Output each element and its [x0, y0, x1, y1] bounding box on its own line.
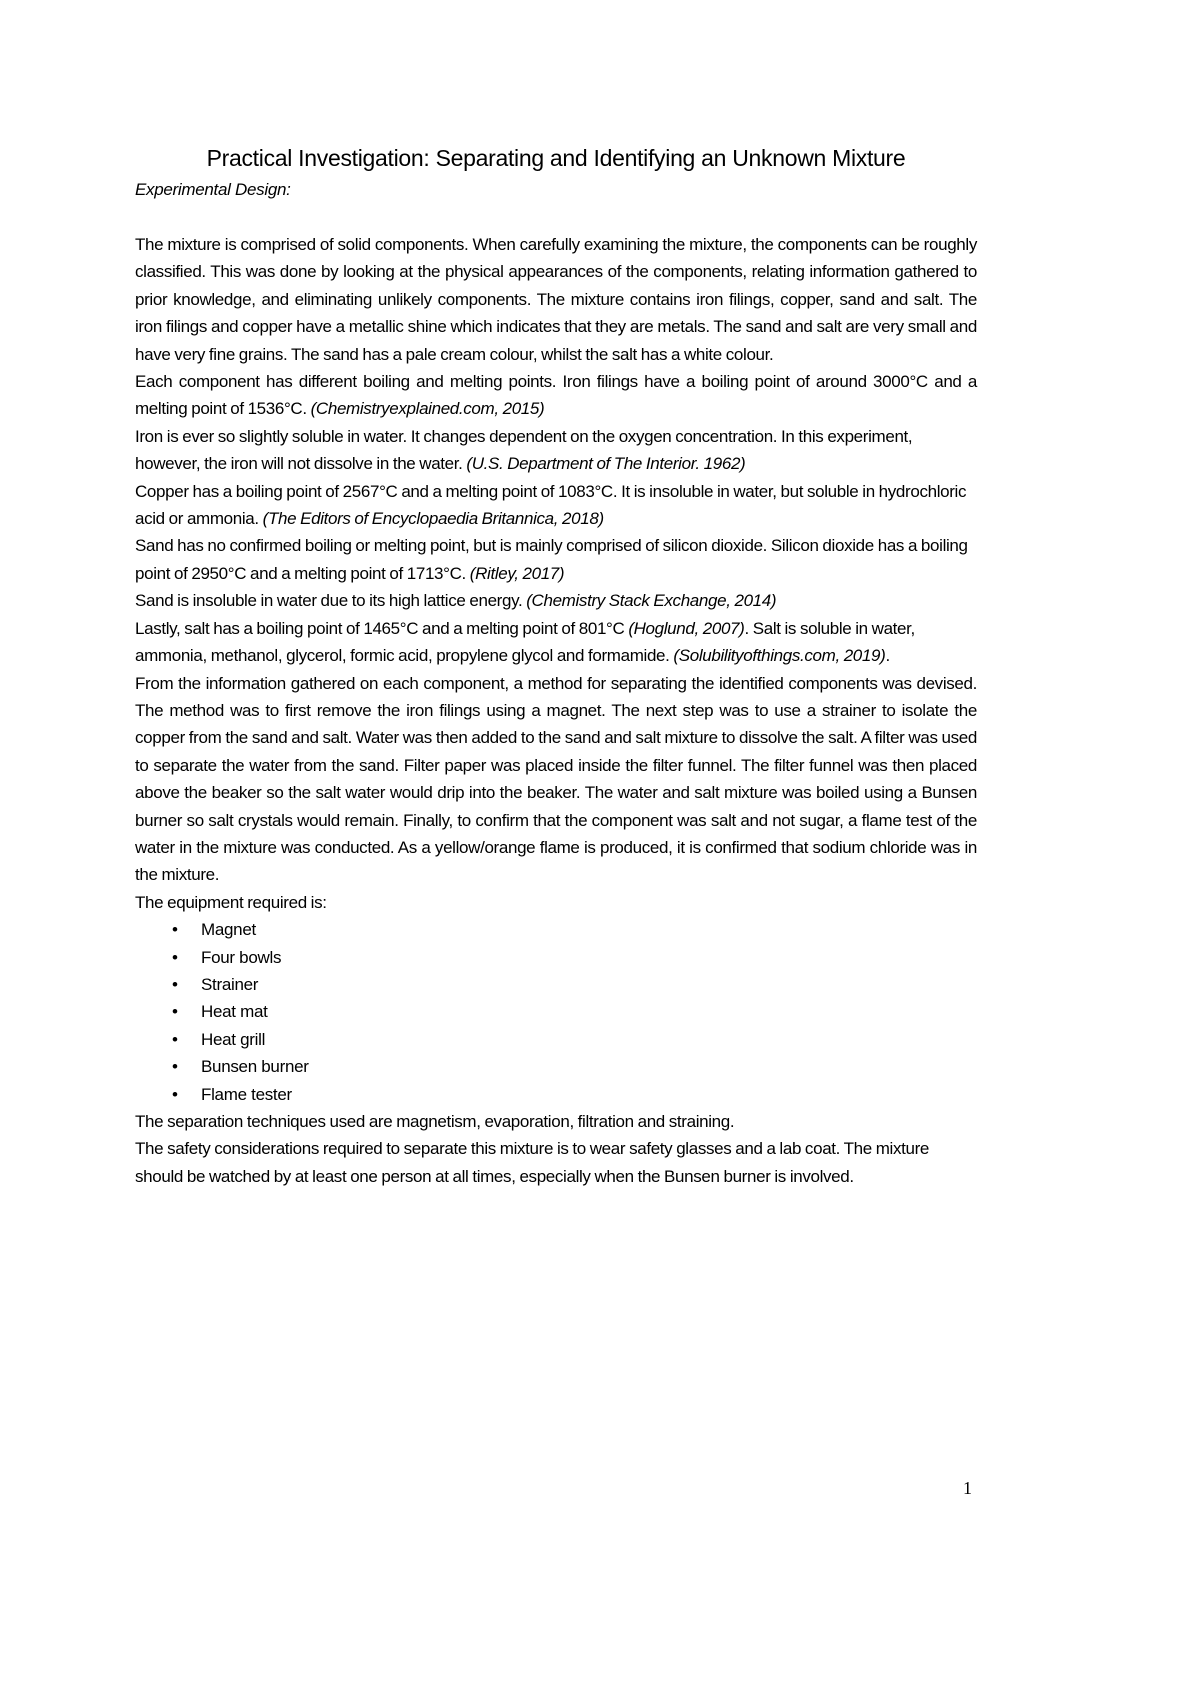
bullet-icon: •	[172, 1002, 178, 1022]
paragraph-sand-points	[135, 532, 977, 587]
paragraph-observation	[135, 231, 977, 368]
document-page	[135, 140, 977, 1190]
text-run: The mixture is comprised of solid components. When carefully examining the mixture, the components can be roughly classified. This was done by looking at the physical appearances of the components, relating information gathered to prior knowledge, and eliminating unlikely components. The mixture contains iron filings, copper, sand and salt. The iron filings and copper have a metallic shine which indicates that they are metals. The sand and salt are very small and have very fine grains. The sand has a pale cream colour, whilst the salt has a white colour.	[135, 235, 977, 364]
list-item	[172, 916, 977, 943]
document-title: Practical Investigation: Separating and Identifying an Unknown Mixture	[206, 145, 906, 171]
text-run: From the information gathered on each component, a method for separating the identified components was devised. The method was to first remove the iron filings using a magnet. The next step was to use a strainer to isolate the copper from the sand and salt. Water was then added to the sand and salt mixture to dissolve the salt. A filter was used to separate the water from the sand. Filter paper was placed inside the filter funnel. The filter funnel was then placed above the beaker so the salt water would drip into the beaker. The water and salt mixture was boiled using a Bunsen burner so salt crystals would remain. Finally, to confirm that the component was salt and not sugar, a flame test of the water in the mixture was conducted. As a yellow/orange flame is produced, it is confirmed that sodium chloride was in the mixture.	[135, 673, 977, 885]
bullet-icon: •	[172, 1057, 178, 1077]
list-item	[172, 944, 977, 971]
list-item	[172, 971, 977, 998]
text-run: Sand has no confirmed boiling or melting point, but is mainly comprised of silicon dioxide. Silicon dioxide has a boiling point of 2950°C and a melting point of 1713°C.	[135, 536, 968, 583]
page-number: 1	[963, 1478, 972, 1498]
paragraph-sand-solubility	[135, 587, 977, 614]
list-item	[172, 1081, 977, 1108]
text-run: . Salt is soluble in water, ammonia, methanol, glycerol, formic acid, propylene glycol and formamide.	[135, 618, 915, 666]
text-run: The equipment required is:	[135, 892, 327, 912]
citation: (U.S. Department of The Interior. 1962)	[466, 454, 746, 474]
paragraph-method	[135, 670, 977, 889]
text-run: Lastly, salt has a boiling point of 1465°C and a melting point of 801°C	[135, 618, 629, 638]
list-item-text: Heat grill	[201, 1029, 266, 1049]
bullet-icon: •	[172, 974, 178, 994]
paragraph-salt	[135, 615, 977, 670]
paragraph-iron-solubility	[135, 423, 977, 478]
citation: (Hoglund, 2007)	[628, 618, 745, 638]
citation: (Chemistry Stack Exchange, 2014)	[526, 591, 777, 611]
list-item	[172, 1053, 977, 1080]
text-run: Each component has different boiling and melting points. Iron filings have a boiling point of around 3000°C and a melting point of 1536°C.	[135, 372, 977, 419]
list-item-text: Magnet	[201, 920, 256, 940]
list-item	[172, 1026, 977, 1053]
citation: (Solubilityofthings.com, 2019)	[673, 646, 886, 666]
paragraph-safety: The safety considerations required to separate this mixture is to wear safety glasses and a lab coat. The mixture should be watched by at least one person at all times, especially when the Bunsen burner is involved.	[135, 1139, 930, 1186]
list-item-text: Heat mat	[201, 1002, 268, 1022]
list-item	[172, 998, 977, 1025]
text-run: Copper has a boiling point of 2567°C and a melting point of 1083°C. It is insoluble in water, but soluble in hydrochloric acid or ammonia.	[135, 481, 967, 529]
paragraph-techniques: The separation techniques used are magnetism, evaporation, filtration and straining.	[135, 1112, 735, 1131]
text-run: Sand is insoluble in water due to its high lattice energy.	[135, 591, 527, 611]
citation: (Ritley, 2017)	[469, 563, 565, 583]
text-run: Iron is ever so slightly soluble in water. It changes dependent on the oxygen concentration. In this experiment, however, the iron will not dissolve in the water.	[135, 426, 913, 474]
list-item-text: Strainer	[201, 974, 259, 994]
section-subheading: Experimental Design:	[135, 180, 291, 199]
paragraph-equipment-intro	[135, 889, 977, 916]
text-run: .	[885, 646, 890, 666]
bullet-icon: •	[172, 1084, 178, 1104]
bullet-icon: •	[172, 947, 178, 967]
paragraph-iron-points	[135, 368, 977, 423]
list-item-text: Flame tester	[201, 1084, 292, 1104]
list-item-text: Four bowls	[201, 947, 282, 967]
citation: (The Editors of Encyclopaedia Britannica, 2018)	[262, 509, 604, 529]
bullet-icon: •	[172, 1029, 178, 1049]
bullet-icon: •	[172, 920, 178, 940]
list-item-text: Bunsen burner	[201, 1057, 309, 1077]
citation: (Chemistryexplained.com, 2015)	[310, 399, 545, 419]
paragraph-copper	[135, 478, 977, 533]
equipment-list	[135, 916, 977, 1108]
